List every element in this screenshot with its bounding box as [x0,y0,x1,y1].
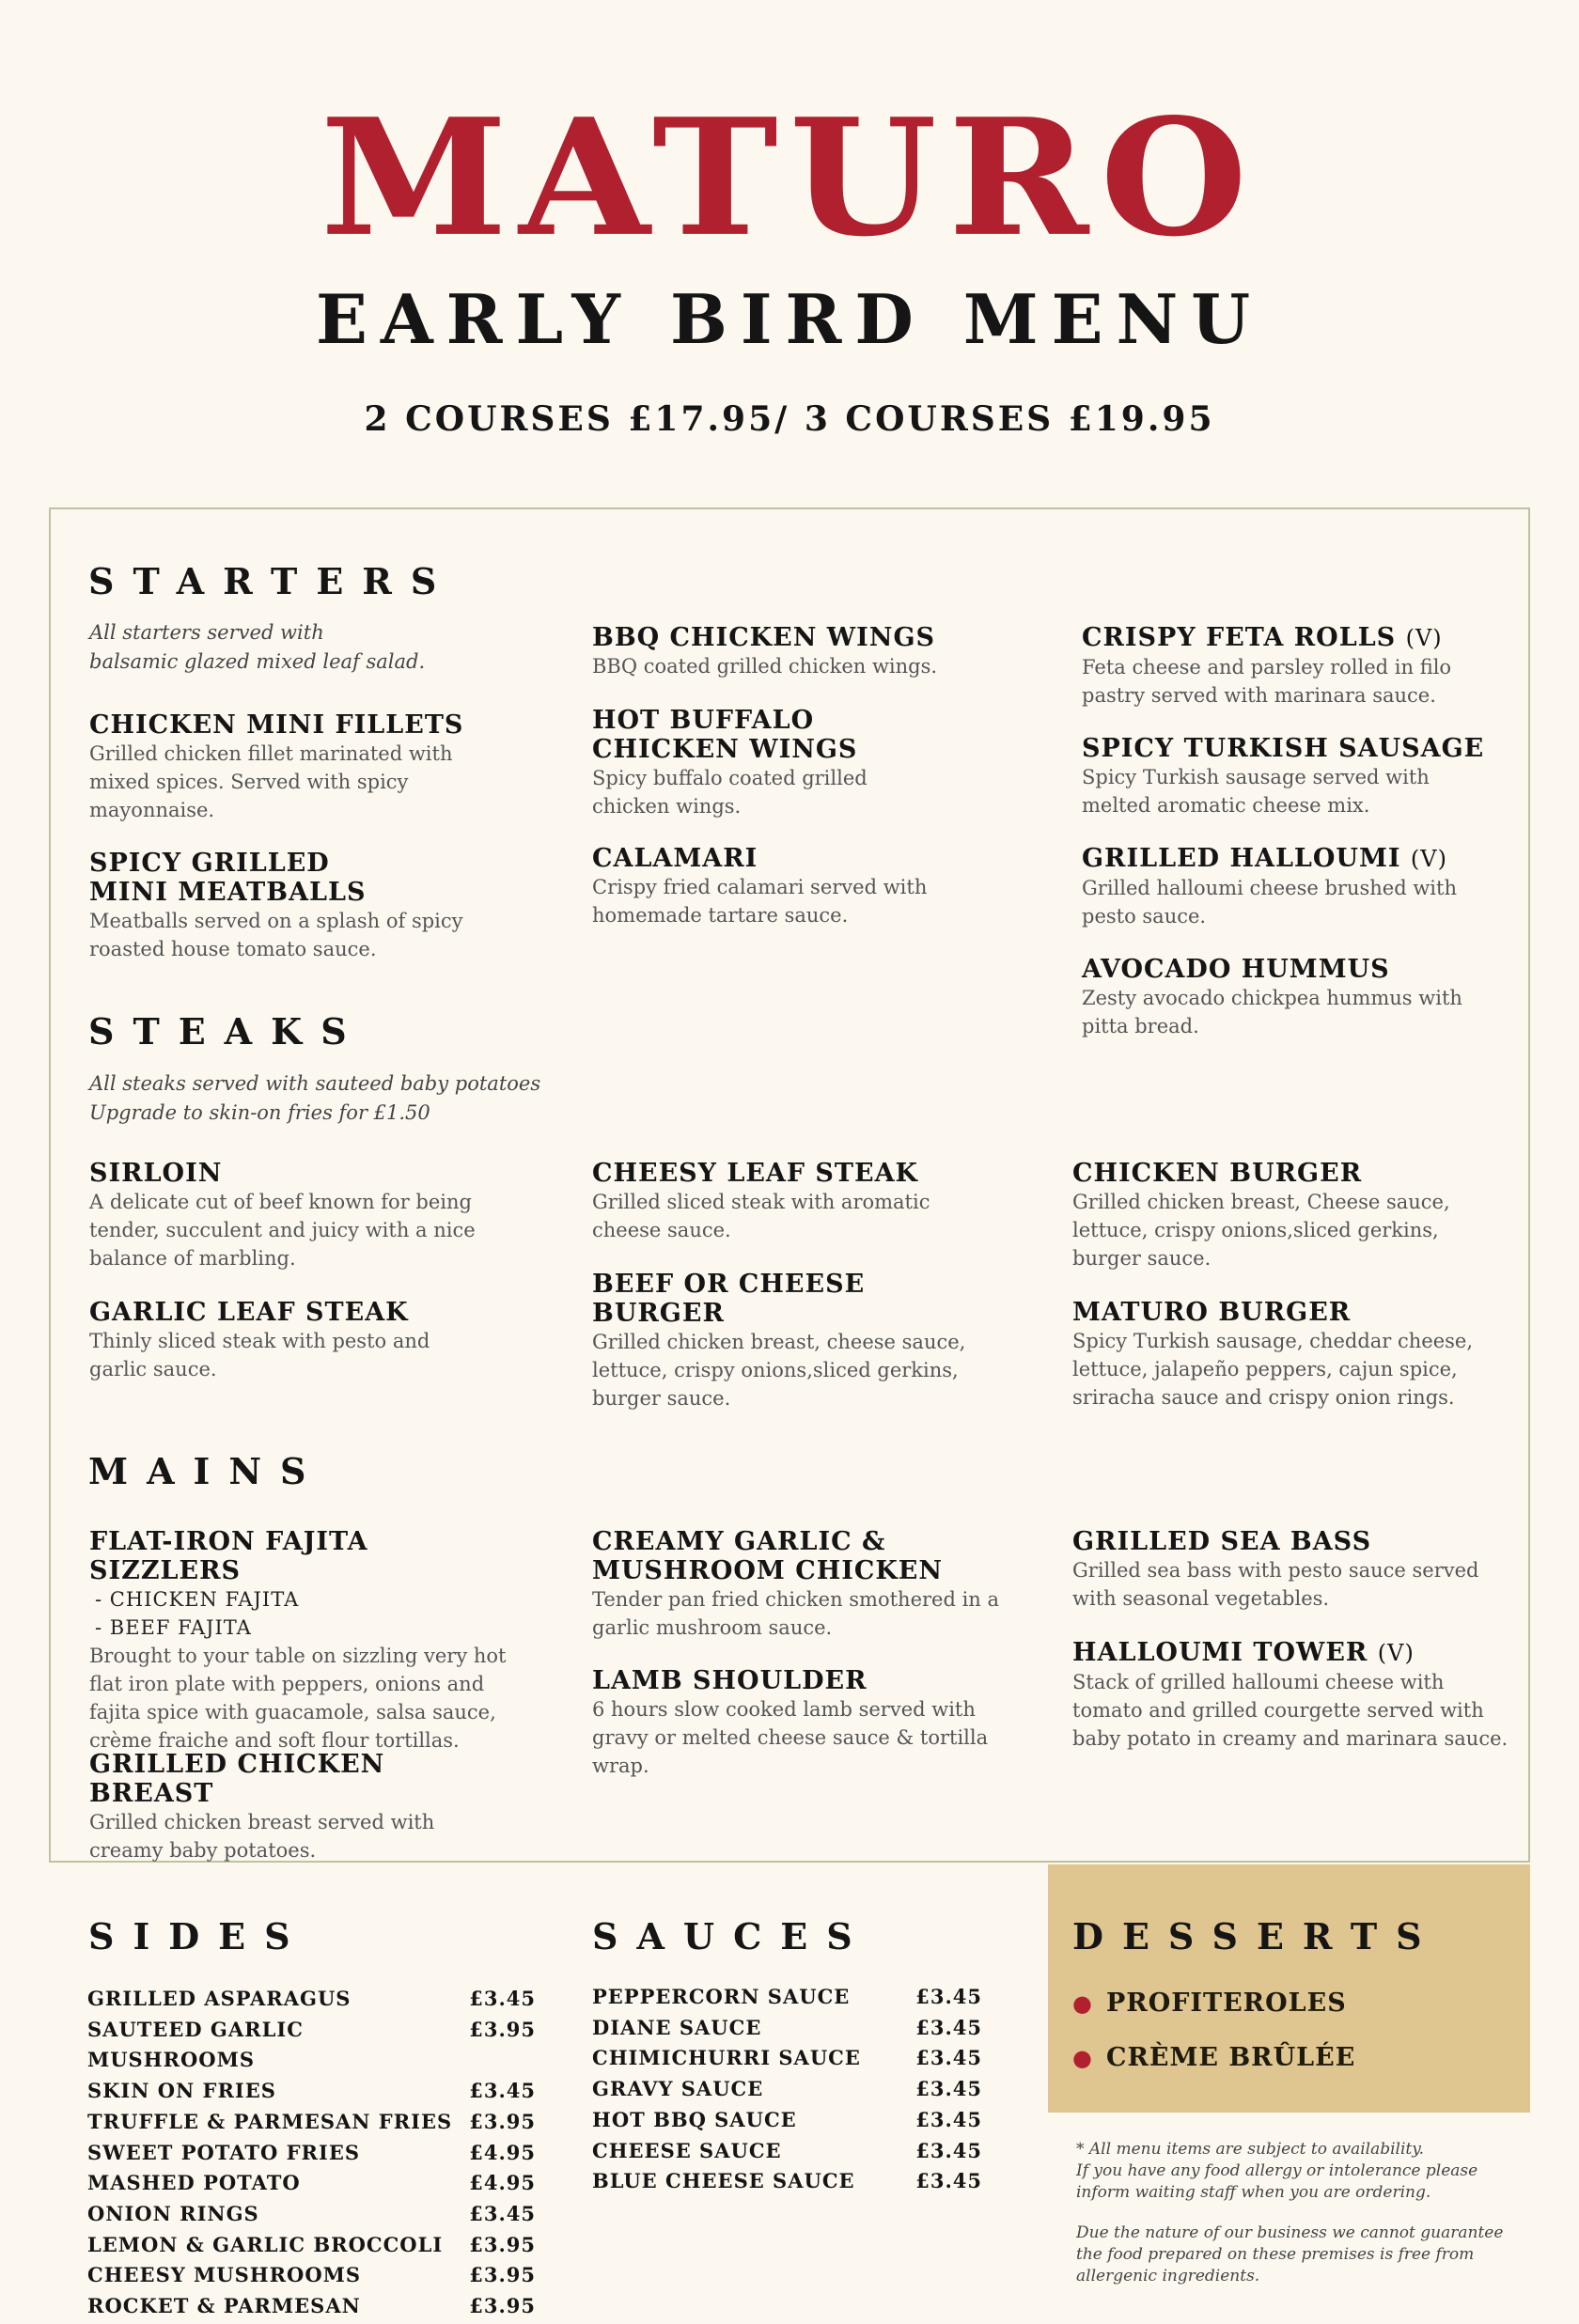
menu-item [592,844,968,929]
item-name: CHEESY LEAF STEAK [592,1159,918,1188]
sides-title: SIDES [88,1915,309,1957]
item-name [1082,623,1495,653]
item-desc: Stack of grilled halloumi cheese with tomato and grilled courgette served with baby potato in creamy and marinara sauce. [1072,1671,1509,1750]
item-desc: Grilled chicken breast, Cheese sauce, lettuce, crispy onions,sliced gerkins, burger sauce. [1072,1191,1450,1270]
side-row [87,2260,536,2291]
item-option: - CHICKEN FAJITA [95,1588,300,1611]
item-name: FLAT-IRON FAJITA SIZZLERS [89,1527,368,1585]
side-price: £3.95 [469,2017,536,2041]
item-name: BBQ CHICKEN WINGS [592,623,935,652]
side-price: £3.95 [469,2109,536,2133]
guarantee-note-line: Due the nature of our business we cannot guarantee [1076,2223,1504,2242]
item-desc: Zesty avocado chickpea hummus with pitta bread. [1082,987,1462,1037]
sauce-price: £3.45 [915,2046,982,2070]
side-name: MASHED POTATO [87,2171,301,2195]
sauce-price: £3.45 [915,1985,982,2008]
item-name: SIRLOIN [89,1159,223,1188]
sauce-name: BLUE CHEESE SAUCE [592,2169,855,2193]
item-desc: Grilled chicken breast, cheese sauce, lettuce, crispy onions,sliced gerkins, burger sauce. [592,1331,966,1410]
item-name-text: CRISPY FETA ROLLS [1082,623,1397,652]
item-name-text: GRILLED HALLOUMI [1082,844,1401,873]
side-row [87,2138,536,2169]
desserts-list [1072,1976,1355,2085]
menu-item [1072,1638,1514,1753]
vegetarian-tag: (V) [1405,625,1443,651]
item-name: HOT BUFFALO [592,706,815,735]
item-name [1082,844,1495,874]
side-name: TRUFFLE & PARMESAN FRIES [87,2109,453,2133]
side-row [87,2199,536,2230]
sauces-title: SAUCES [592,1915,871,1957]
allergy-note [1076,2139,1527,2204]
menu-item [592,623,1006,680]
item-name: MUSHROOM CHICKEN [592,1556,944,1585]
item-desc: Brought to your table on sizzling very hot flat iron plate with peppers, onions and fajita spice with guacamole, salsa sauce, crème fraiche and soft flour tortillas. [89,1645,507,1752]
side-price: £4.95 [469,2140,536,2164]
side-price: £3.95 [469,2263,536,2287]
sauce-name: GRAVY SAUCE [592,2077,764,2101]
sauce-name: CHIMICHURRI SAUCE [592,2046,861,2070]
starters-title: STARTERS [88,560,456,602]
item-desc: Spicy buffalo coated grilled chicken wings. [592,767,868,818]
dessert-name: CRÈME BRÛLÉE [1105,2043,1356,2072]
allergy-note-line: * All menu items are subject to availability. [1076,2140,1425,2159]
side-price: £3.95 [469,2294,536,2318]
item-desc: Grilled sliced steak with aromatic cheese sauce. [592,1191,930,1241]
brand-logo: MATURO [320,84,1259,273]
allergy-note-line: inform waiting staff when you are ordering. [1076,2183,1431,2202]
side-row [87,2015,536,2076]
item-desc: Grilled halloumi cheese brushed with pesto sauce. [1082,877,1457,928]
menu-item [1072,1527,1514,1613]
item-desc: Thinly sliced steak with pesto and garlic sauce. [89,1330,430,1380]
item-name: CREAMY GARLIC & [592,1527,886,1556]
steaks-note-line: Upgrade to skin-on fries for £1.50 [89,1101,430,1124]
sauce-price: £3.45 [915,2015,982,2039]
item-name: CHICKEN MINI FILLETS [89,710,464,740]
item-name: GRILLED CHICKEN BREAST [89,1750,385,1808]
item-name: SPICY TURKISH SAUSAGE [1082,734,1485,763]
menu-item [592,1159,968,1244]
side-row [87,2107,536,2138]
sauce-row [592,2136,982,2167]
menu-item [89,1750,503,1864]
menu-item [592,1270,1006,1412]
side-name: SAUTEED GARLIC MUSHROOMS [87,2017,304,2072]
side-name: LEMON & GARLIC BROCCOLI [87,2232,444,2256]
side-price: £3.45 [469,2079,536,2103]
mains-title: MAINS [88,1450,325,1492]
menu-item [1082,623,1495,710]
side-price: £3.95 [469,2232,536,2256]
item-name: GRILLED SEA BASS [1072,1527,1372,1556]
item-name [1072,1638,1514,1668]
vegetarian-tag: (V) [1377,1640,1415,1666]
sauce-price: £3.45 [915,2138,982,2162]
sauce-row [592,1982,982,2013]
item-desc: Grilled chicken fillet marinated with mixed spices. Served with spicy mayonnaise. [89,742,453,821]
menu-item [1072,1159,1505,1272]
sauce-name: HOT BBQ SAUCE [592,2107,797,2131]
bullet-icon: ● [1072,2044,1093,2071]
sauce-price: £3.45 [915,2107,982,2131]
side-name: ONION RINGS [87,2201,259,2225]
steaks-note-line: All steaks served with sauteed baby potatoes [89,1072,541,1095]
side-row [87,2230,536,2261]
side-name: SWEET POTATO FRIES [87,2140,360,2164]
sauce-row [592,2105,982,2136]
sauce-name: CHEESE SAUCE [592,2138,782,2162]
course-prices: 2 COURSES £17.95/ 3 COURSES £19.95 [364,399,1215,439]
item-name: MINI MEATBALLS [89,878,367,907]
item-name: SPICY GRILLED [89,849,330,878]
sauce-price: £3.45 [915,2169,982,2193]
side-price: £3.45 [469,1987,536,2010]
item-desc: Spicy Turkish sausage, cheddar cheese, lettuce, jalapeño peppers, cajun spice, sriracha sauce and crispy onion rings. [1072,1330,1474,1409]
menu-item [89,1298,446,1383]
item-name: CALAMARI [592,844,758,873]
sauce-row [592,2013,982,2044]
bullet-icon: ● [1072,1989,1093,2017]
item-desc: Spicy Turkish sausage served with melted aromatic cheese mix. [1082,766,1430,817]
vegetarian-tag: (V) [1410,846,1447,872]
item-desc: Meatballs served on a splash of spicy roasted house tomato sauce. [89,910,463,960]
side-row [87,2168,536,2199]
menu-item [1072,1298,1505,1412]
dessert-item [1072,1976,1355,2031]
guarantee-note [1076,2223,1527,2287]
menu-item [1082,844,1495,930]
starters-note-line: balsamic glazed mixed leaf salad. [89,650,426,673]
item-name: GARLIC LEAF STEAK [89,1298,409,1327]
side-price: £4.95 [469,2171,536,2195]
item-name: CHICKEN WINGS [592,735,858,764]
menu-item [592,1666,1006,1780]
item-desc: Tender pan fried chicken smothered in a garlic mushroom sauce. [592,1588,1000,1639]
item-name: CHICKEN BURGER [1072,1159,1363,1188]
allergy-note-line: If you have any food allergy or intolerance please [1076,2161,1478,2180]
item-name: AVOCADO HUMMUS [1082,955,1390,984]
sauce-row [592,2074,982,2105]
item-desc: Grilled sea bass with pesto sauce served with seasonal vegetables. [1072,1559,1479,1610]
side-row [87,1984,536,2015]
sauces-list [592,1982,982,2197]
sauce-row [592,2043,982,2074]
item-name-text: HALLOUMI TOWER [1072,1638,1368,1667]
sauce-name: PEPPERCORN SAUCE [592,1985,851,2008]
item-desc: A delicate cut of beef known for being tender, succulent and juicy with a nice balance of marbling. [89,1191,476,1270]
menu-item [1082,734,1495,819]
item-desc: Crispy fried calamari served with homemade tartare sauce. [592,876,928,927]
guarantee-note-line: allergenic ingredients. [1076,2267,1260,2285]
dessert-name: PROFITEROLES [1105,1989,1347,2018]
sauce-row [592,2166,982,2197]
dessert-item [1072,2031,1355,2085]
guarantee-note-line: the food prepared on these premises is free from [1076,2245,1475,2264]
menu-item [592,706,912,820]
menu-item [89,1159,503,1272]
steaks-note [89,1069,578,1128]
side-price: £3.45 [469,2201,536,2225]
item-option: - BEEF FAJITA [95,1616,252,1639]
menu-item [1082,955,1495,1040]
menu-title: EARLY BIRD MENU [315,279,1264,359]
menu-item [89,1527,522,1755]
sauce-price: £3.45 [915,2077,982,2101]
item-desc: 6 hours slow cooked lamb served with gravy or melted cheese sauce & tortilla wrap. [592,1698,989,1777]
item-name: LAMB SHOULDER [592,1666,868,1695]
side-row [87,2291,536,2322]
item-name: BEEF OR CHEESE BURGER [592,1270,866,1328]
item-name: MATURO BURGER [1072,1298,1352,1327]
menu-item [592,1527,1006,1642]
steaks-title: STEAKS [88,1010,366,1053]
starters-note [89,618,465,677]
sauce-name: DIANE SAUCE [592,2015,762,2039]
item-desc: BBQ coated grilled chicken wings. [592,655,938,678]
side-row [87,2076,536,2107]
item-desc: Feta cheese and parsley rolled in filo pastry served with marinara sauce. [1082,656,1452,707]
starters-note-line: All starters served with [89,621,324,644]
side-name: SKIN ON FRIES [87,2079,276,2103]
side-name: GRILLED ASPARAGUS [87,1987,352,2010]
desserts-title: DESSERTS [1072,1915,1441,1957]
menu-item [89,710,503,824]
menu-item [89,849,503,963]
sides-list [87,1984,536,2322]
side-name: CHEESY MUSHROOMS [87,2263,362,2287]
item-desc: Grilled chicken breast served with creamy baby potatoes. [89,1811,435,1862]
side-name: ROCKET & PARMESAN [87,2294,361,2318]
